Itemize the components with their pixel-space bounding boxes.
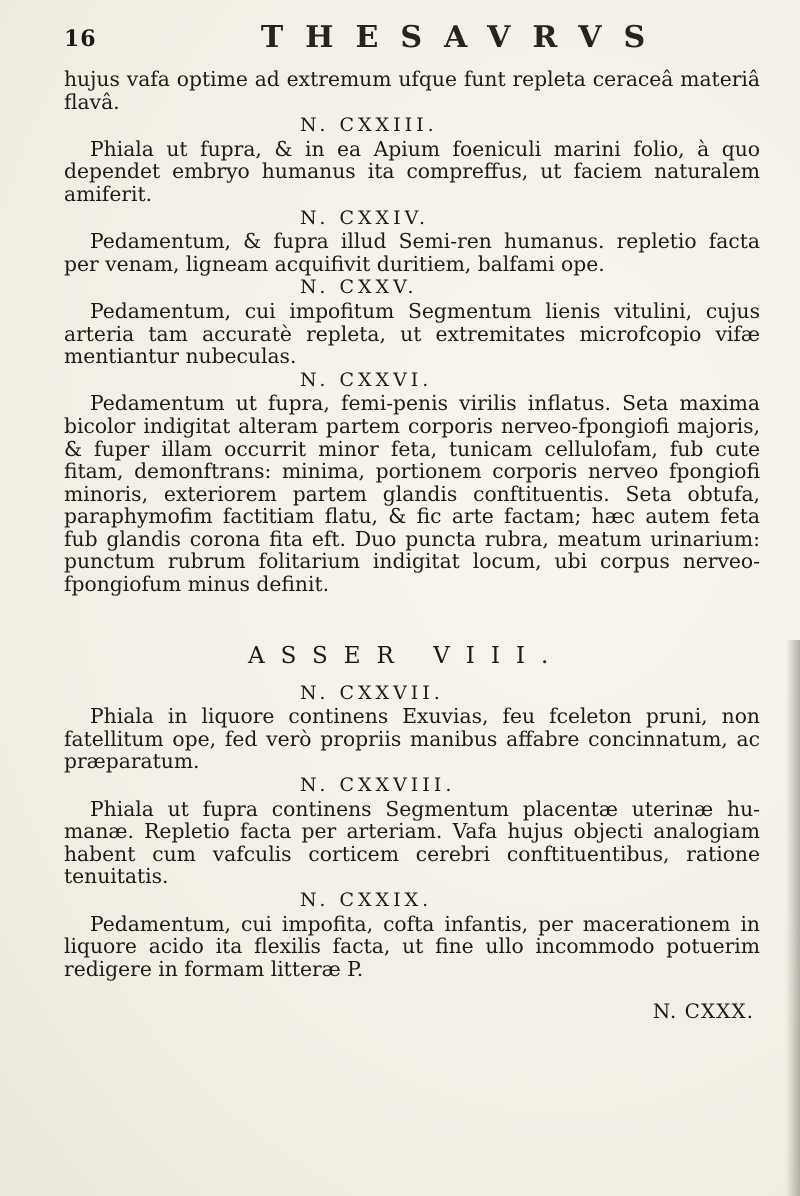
paragraph: Phiala ut fupra, & in ea Apium foeniculi marini folio, à quo dependet embryo humanus ita compreffus, ut faciem naturalem amiferit. [64,136,760,206]
entry-number: N. CXXVI. [300,368,433,391]
paragraph: Pedamentum, cui impofitum Segmentum lienis vitulini, cujus arteria tam accuratè repleta, ut extremitates microfcopio vifæ mentiantur nubeculas. [64,298,760,369]
entry-number: N. CXXIX. [300,889,433,911]
catchword-entry-number: N. CXXX. [652,999,754,1024]
paragraph: Pedamentum, cui impofita, cofta infantis, per macerationem in liquore acido ita flexilis facta, ut fine ullo incommodo potuerim redigere in formam litteræ P. [64,911,760,981]
paragraph: Phiala ut fupra continens Segmentum placentæ uterinæ humanæ. Repletio facta per arteriam. Vafa hujus objecti analogiam habent cum vafculis corticem cerebri conftituentibus, ratione tenuitatis. [64,796,760,889]
page-header [64,18,760,68]
page-number: 16 [64,26,97,52]
entry-number: N. CXXV. [300,276,418,299]
paragraph: hujus vafa optime ad extremum ufque funt repleta ceraceâ materiâ flavâ. [64,67,760,114]
entry-number: N. CXXVII. [300,681,444,704]
entry-number: N. CXXIII. [300,114,438,137]
body-text [64,68,760,1023]
paragraph: Pedamentum, & fupra illud Semi-ren humanus. repletio facta per venam, ligneam acquifivit duritiem, balfami ope. [64,229,760,276]
paragraph: Phiala in liquore continens Exuvias, feu fceleton pruni, non fatellitum ope, fed verò propriis manibus affabre concinnatum, ac præparatum. [64,704,760,774]
section-heading: ASSER VIII. [248,642,565,669]
page-edge-shadow [786,640,800,1196]
paragraph: Pedamentum ut fupra, femi-penis virilis inflatus. Seta maxima bicolor indigitat alteram partem corporis nerveo-fpongiofi majoris, & fuper illam occurrit minor feta, tunicam cellulofam, fub cute fitam, demonftrans: minima, portionem corporis nerveo fpongiofi minoris, exteriorem partem glandis conftituentis. Seta obtufa, paraphymofim factitiam flatu, & fic arte factam; hæc autem feta fub glandis corona fita eft. Duo puncta rubra, meatum urinarium: punctum rubrum folitarium indigitat locum, ubi corpus nerveo-fpongiofum minus definit. [64,391,760,597]
entry-number: N. CXXIV. [300,206,430,229]
running-title: THESAVRVS [260,20,668,55]
entry-number: N. CXXVIII. [300,774,456,797]
